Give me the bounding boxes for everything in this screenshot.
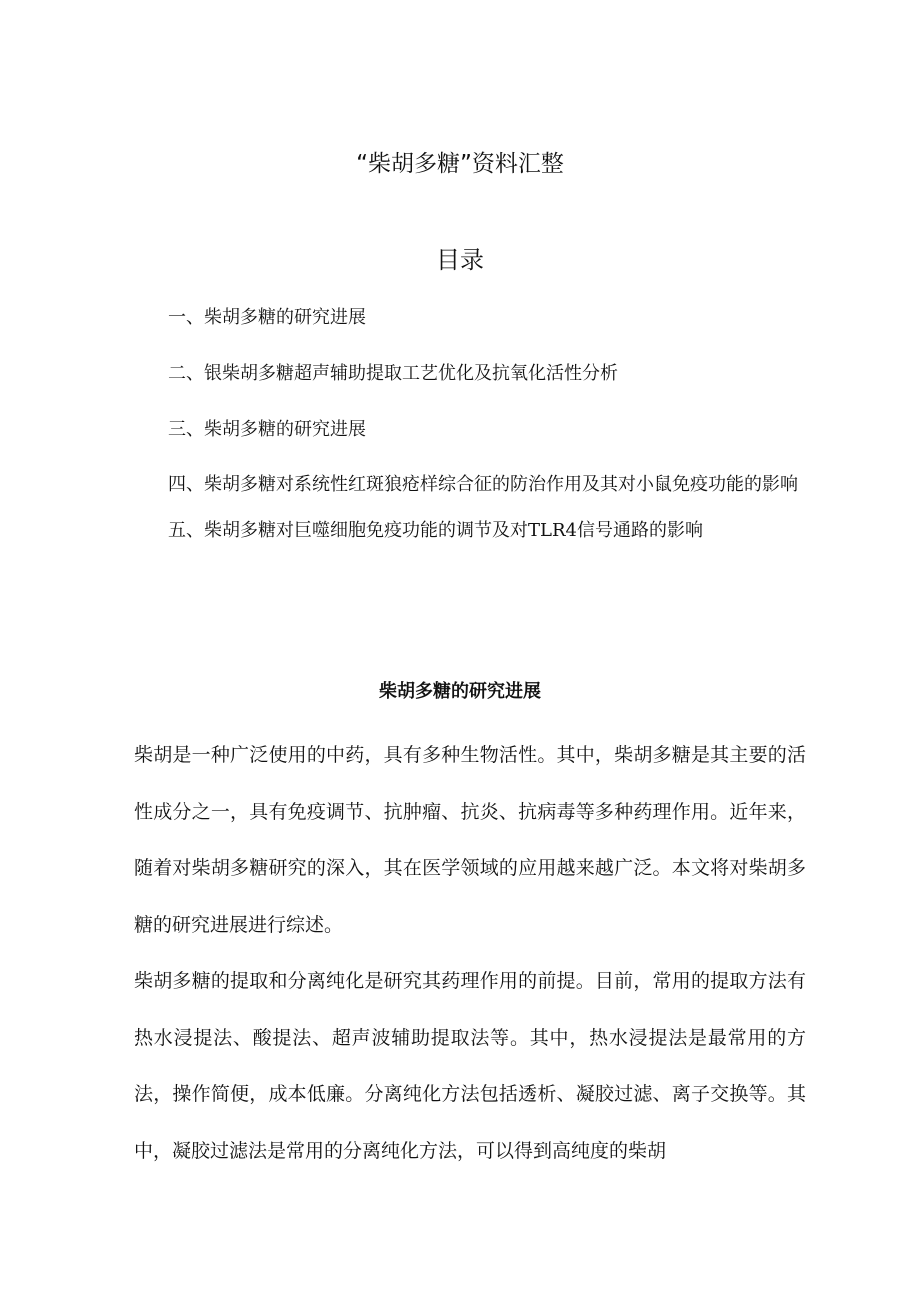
toc-item-1[interactable]: 一、柴胡多糖的研究进展 [168,307,366,328]
toc-item-4[interactable]: 四、柴胡多糖对系统性红斑狼疮样综合征的防治作用及其对小鼠免疫功能的影响 [168,474,798,495]
toc-item-5[interactable]: 五、柴胡多糖对巨噬细胞免疫功能的调节及对TLR4信号通路的影响 [168,520,703,541]
body-paragraph-1: 柴胡是一种广泛使用的中药，具有多种生物活性。其中，柴胡多糖是其主要的活性成分之一，具有免疫调节、抗肿瘤、抗炎、抗病毒等多种药理作用。近年来，随着对柴胡多糖研究的深入，其在医学领域的应用越来越广泛。本文将对柴胡多糖的研究进展进行综述。 [134,744,806,936]
toc-item-2[interactable]: 二、银柴胡多糖超声辅助提取工艺优化及抗氧化活性分析 [168,363,618,384]
section-title: 柴胡多糖的研究进展 [379,681,541,702]
toc-heading: 目录 [436,246,484,274]
table-of-contents [134,300,814,569]
body-paragraph-2: 柴胡多糖的提取和分离纯化是研究其药理作用的前提。目前，常用的提取方法有热水浸提法、酸提法、超声波辅助提取法等。其中，热水浸提法是最常用的方法，操作简便，成本低廉。分离纯化方法包括透析、凝胶过滤、离子交换等。其中，凝胶过滤法是常用的分离纯化方法，可以得到高纯度的柴胡 [134,970,806,1162]
document-title: “柴胡多糖”资料汇整 [356,151,564,177]
toc-item-3[interactable]: 三、柴胡多糖的研究进展 [168,419,366,440]
